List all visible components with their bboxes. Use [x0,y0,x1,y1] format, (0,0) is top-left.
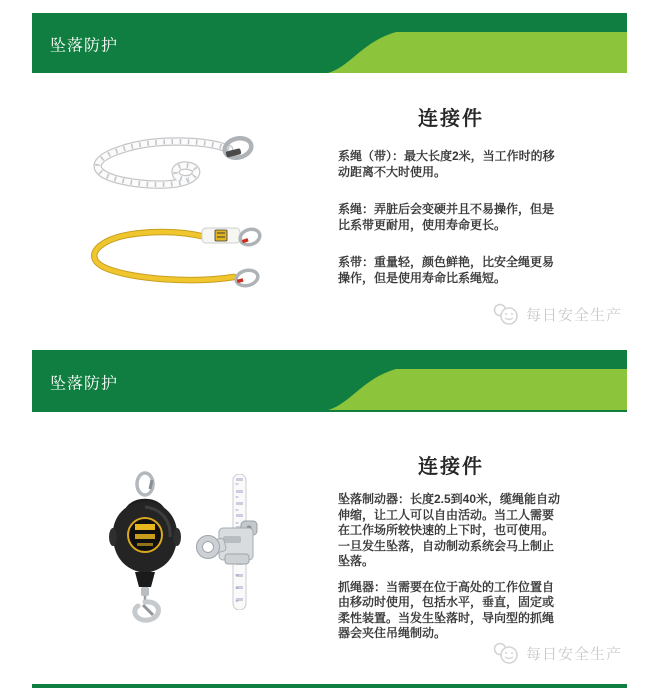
slide2-paragraph-fall-arrester: 坠落制动器：长度2.5到40米，缆绳能自动伸缩，让工人可以自由活动。当工人需要在工作场所较快速的上下时，也可使用。一旦发生坠落，自动制动系统会马上制止坠落。 [338,492,561,568]
slide2-section-title: 连接件 [418,456,484,478]
slide2-paragraph-rope-grab: 抓绳器：当需要在位于高处的工作位置自由移动时使用，包括水平，垂直，固定或柔性装置。当发生坠落时，导向型的抓绳器会夹住吊绳制动。 [338,579,555,640]
swivel-and-hook [135,572,159,620]
webbing-lanyard-image [86,225,264,289]
watermark-label: 每日安全生产 [525,306,622,324]
bottom-carabiner-icon [235,268,260,288]
double-smiley-chat-icon [491,302,521,326]
next-slide-header-edge [32,684,627,688]
slide1-header-banner [32,13,627,73]
header-swoosh-shape [32,13,627,73]
slide2-header-banner [32,350,627,412]
rope-lanyard-image [83,135,257,193]
rope-grab-device [197,521,258,564]
watermark-label: 每日安全生产 [525,645,622,663]
top-carabiner-icon [238,227,262,247]
slide1-paragraph-lanyard: 系绳（带）：最大长度2米，当工作时的移动距离不大时使用。 [338,149,555,179]
slide1-paragraph-rope: 系绳：弄脏后会变硬并且不易操作，但是比系带更耐用，使用寿命更长。 [338,202,555,232]
slide1-paragraph-webbing: 系带：重量轻，颜色鲜艳，比安全绳更易操作，但是使用寿命比系绳短。 [338,255,555,285]
energy-absorber-pack [202,228,240,243]
top-carabiner-icon [137,473,153,495]
slide1-text-column [338,73,564,286]
fall-arrester-image [104,471,186,623]
slide1-header-title: 坠落防护 [50,37,119,55]
round-product-label [128,518,162,552]
slide2-header-title: 坠落防护 [50,375,119,393]
slide1-section-title: 连接件 [418,108,484,130]
slide2-text-column [338,412,564,642]
double-smiley-chat-icon [491,641,521,665]
rope-grab-image [195,474,267,610]
header-swoosh-shape [32,350,627,410]
watermark-daily-safety [491,641,622,665]
watermark-daily-safety [491,302,622,326]
rope-body [98,142,229,185]
